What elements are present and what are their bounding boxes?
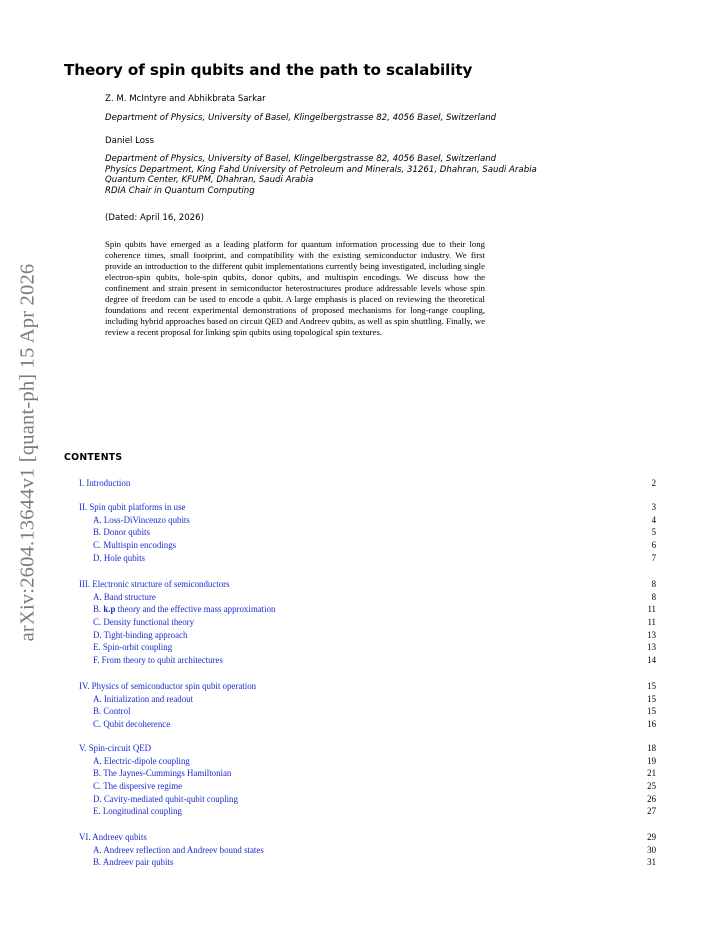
toc-entry[interactable] (64, 742, 656, 755)
toc-link[interactable]: F. From theory to qubit architectures (93, 655, 223, 666)
toc-link[interactable]: B. The Jaynes-Cummings Hamiltonian (93, 768, 232, 779)
toc-page: 8 (651, 579, 656, 589)
toc-entry[interactable] (64, 805, 656, 818)
toc-entry[interactable] (64, 539, 656, 552)
toc-page: 7 (651, 552, 656, 563)
toc-page: 16 (647, 719, 656, 730)
toc-link[interactable]: III. Electronic structure of semiconductors (79, 579, 230, 589)
affiliation-2-line: Quantum Center, KFUPM, Dhahran, Saudi Arabia (105, 175, 314, 186)
toc-entry[interactable] (64, 705, 656, 718)
toc-entry[interactable] (64, 793, 656, 806)
toc-page: 27 (647, 806, 656, 817)
toc-group-5 (64, 742, 656, 818)
toc-page: 13 (647, 642, 656, 653)
toc-entry[interactable] (64, 856, 656, 869)
toc-page: 15 (647, 706, 656, 717)
paper-title: Theory of spin qubits and the path to scalability (64, 61, 473, 79)
toc-entry[interactable] (64, 603, 656, 616)
toc-prefix: B. (93, 604, 104, 615)
toc-entry[interactable] (64, 755, 656, 768)
toc-link[interactable] (64, 603, 275, 616)
toc-entry[interactable] (64, 477, 656, 490)
toc-page: 18 (647, 743, 656, 753)
toc-link[interactable]: C. Multispin encodings (93, 540, 177, 551)
toc-entry[interactable] (64, 767, 656, 780)
toc-link[interactable]: I. Introduction (79, 478, 131, 488)
toc-link[interactable]: C. Qubit decoherence (93, 719, 171, 730)
affiliation-2-line: Department of Physics, University of Basel, Klingelbergstrasse 82, 4056 Basel, Switzerland (105, 154, 497, 164)
toc-entry[interactable] (64, 780, 656, 793)
authors-line-2: Daniel Loss (105, 136, 154, 146)
toc-suffix: theory and the effective mass approximation (115, 604, 276, 615)
toc-entry[interactable] (64, 844, 656, 857)
toc-page: 8 (651, 591, 656, 602)
toc-page: 6 (651, 540, 656, 551)
toc-page: 3 (651, 502, 656, 512)
arxiv-identifier-text: arXiv:2604.13644v1 [quant-ph] 15 Apr 2026 (16, 263, 39, 642)
toc-page: 14 (647, 655, 656, 666)
arxiv-identifier-watermark (8, 246, 48, 659)
toc-page: 29 (647, 832, 656, 842)
toc-page: 21 (647, 768, 656, 779)
toc-link[interactable]: B. Donor qubits (93, 527, 150, 538)
toc-link[interactable]: B. Control (93, 706, 131, 717)
toc-entry[interactable] (64, 654, 656, 667)
toc-page: 15 (647, 693, 656, 704)
affiliation-2-line: Physics Department, King Fahd University of Petroleum and Minerals, 31261, Dhahran, Saudi Arabia (105, 164, 537, 175)
toc-group-2 (64, 501, 656, 564)
toc-link[interactable]: V. Spin-circuit QED (79, 743, 152, 753)
toc-group-1 (64, 477, 656, 490)
toc-entry[interactable] (64, 501, 656, 514)
toc-entry[interactable] (64, 693, 656, 706)
toc-link[interactable]: D. Hole qubits (93, 552, 146, 563)
toc-link[interactable]: II. Spin qubit platforms in use (79, 502, 186, 512)
toc-link[interactable]: D. Cavity-mediated qubit-qubit coupling (93, 793, 238, 804)
toc-entry[interactable] (64, 718, 656, 731)
affiliation-1: Department of Physics, University of Basel, Klingelbergstrasse 82, 4056 Basel, Switzerland (105, 113, 497, 123)
affiliation-2-line: RDIA Chair in Quantum Computing (105, 185, 255, 196)
toc-link[interactable]: A. Band structure (93, 591, 156, 602)
toc-page: 19 (647, 755, 656, 766)
toc-link[interactable]: D. Tight-binding approach (93, 629, 188, 640)
toc-link[interactable]: C. The dispersive regime (93, 781, 183, 792)
toc-group-4 (64, 680, 656, 731)
toc-page: 13 (647, 629, 656, 640)
toc-page: 15 (647, 681, 656, 691)
toc-entry[interactable] (64, 641, 656, 654)
toc-entry[interactable] (64, 591, 656, 604)
toc-link[interactable]: C. Density functional theory (93, 617, 195, 628)
authors-line-1: Z. M. McIntyre and Abhikbrata Sarkar (105, 94, 266, 104)
toc-entry[interactable] (64, 578, 656, 591)
toc-entry[interactable] (64, 616, 656, 629)
toc-link[interactable]: A. Initialization and readout (93, 693, 194, 704)
toc-link[interactable]: A. Loss-DiVincenzo qubits (93, 514, 190, 525)
affiliation-2 (105, 154, 537, 196)
toc-link[interactable]: A. Electric-dipole coupling (93, 755, 190, 766)
toc-link[interactable]: B. Andreev pair qubits (93, 857, 174, 868)
abstract: Spin qubits have emerged as a leading platform for quantum information processing due to their long coherence times, small footprint, and compatibility with the existing semiconductor industry. We first provide an introduction to the different qubit implementations currently being investigated, including single electron-spin qubits, hole-spin qubits, donor qubits, and multispin encodings. We discuss how the confinement and strain present in semiconductor heterostructures produce addressable levels whose spin degree of freedom can be used to encode a qubit. A large emphasis is placed on reviewing the theoretical foundations and recent experimental demonstrations of proposed mechanisms for long-range coupling, including hybrid approaches based on circuit QED and Andreev qubits, as well as spin shuttling. Finally, we review a recent proposal for linking spin qubits using topological spin textures. (105, 239, 485, 337)
toc-page: 31 (647, 857, 656, 868)
toc-bold-kp: k.p (103, 604, 116, 615)
toc-group-3 (64, 578, 656, 667)
toc-page: 11 (647, 604, 656, 615)
toc-link[interactable]: E. Spin-orbit coupling (93, 642, 173, 653)
toc-page: 25 (647, 781, 656, 792)
toc-page: 4 (651, 514, 656, 525)
dated-line: (Dated: April 16, 2026) (105, 213, 204, 223)
toc-link[interactable]: A. Andreev reflection and Andreev bound states (93, 844, 264, 855)
toc-entry[interactable] (64, 629, 656, 642)
toc-entry[interactable] (64, 831, 656, 844)
toc-page: 11 (647, 617, 656, 628)
toc-entry[interactable] (64, 526, 656, 539)
toc-page: 30 (647, 844, 656, 855)
toc-page: 26 (647, 793, 656, 804)
toc-entry[interactable] (64, 514, 656, 527)
contents-heading: CONTENTS (64, 452, 123, 463)
toc-entry[interactable] (64, 552, 656, 565)
toc-link[interactable]: E. Longitudinal coupling (93, 806, 182, 817)
toc-page: 5 (651, 527, 656, 538)
toc-link[interactable]: IV. Physics of semiconductor spin qubit operation (79, 681, 257, 691)
toc-link[interactable]: VI. Andreev qubits (79, 832, 147, 842)
toc-page: 2 (651, 478, 656, 488)
toc-group-6 (64, 831, 656, 869)
toc-entry[interactable] (64, 680, 656, 693)
